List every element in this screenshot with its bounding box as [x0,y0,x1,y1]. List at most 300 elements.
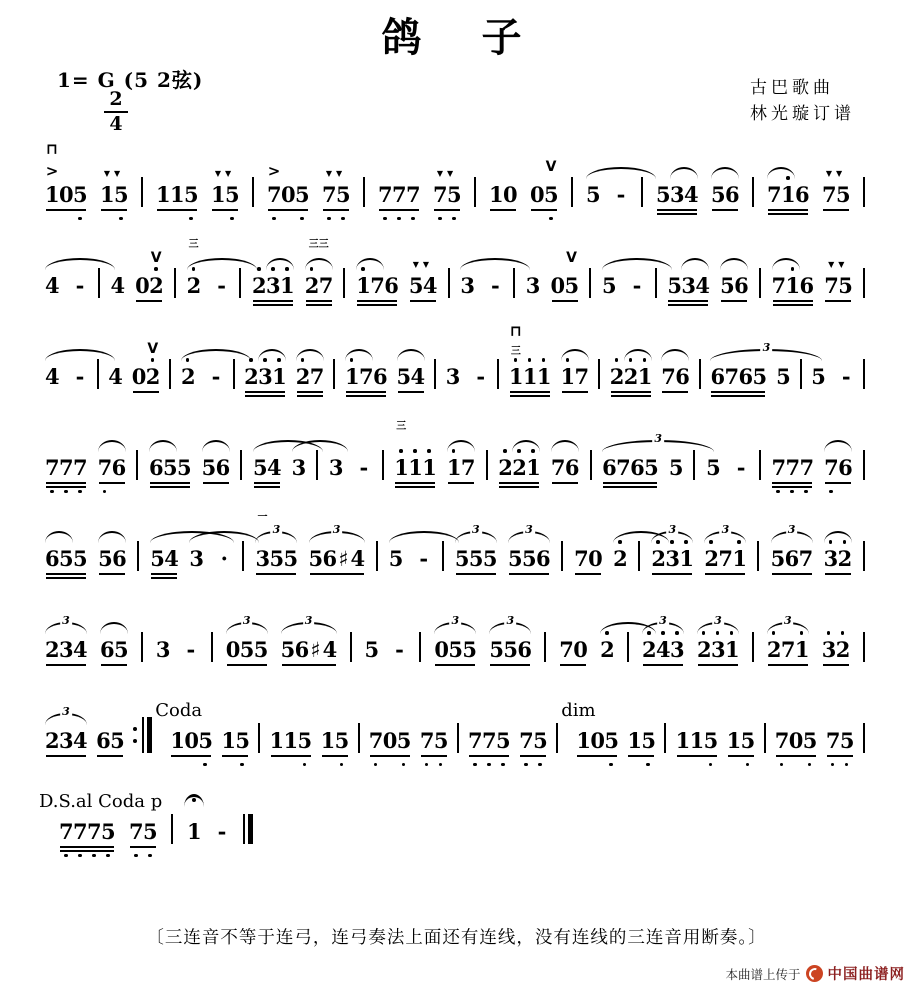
note-char: 1 [508,364,524,389]
note-group [727,728,755,753]
slur [149,440,177,452]
note-char: 5 [150,546,165,571]
note-char: 2 [304,273,320,298]
note-group [711,182,739,207]
note-char: 0 [135,273,150,298]
note-char: 6 [215,455,231,480]
note-group [656,182,698,207]
note-group [627,728,655,753]
note-char: 1 [526,455,541,480]
triplet-number: 3 [272,523,281,536]
staccato-arrow-icons: ▼▼ [325,169,347,178]
note-char: 2 [623,364,639,389]
credit-composer: 古巴歌曲 [750,78,834,98]
octave-dot-below [746,763,750,767]
octave-dot-below [411,217,415,221]
note-group [296,364,324,389]
octave-dot-below [103,490,107,494]
note-char: 5 [253,637,269,662]
barline [376,541,378,571]
octave-dot-below [804,490,808,494]
note-char: 2 [613,546,628,571]
note-char: 2 [600,637,615,662]
note-group [610,364,652,389]
slur [447,440,475,452]
system-line-6 [45,597,865,688]
note-group [433,169,462,207]
octave-dot-below [538,763,542,767]
beam-underline [552,300,578,302]
octave-dot-above [427,449,431,453]
note-group [667,273,709,298]
beam-underline [721,300,747,302]
beam-underline [510,395,550,397]
note-char: 4 [110,273,126,298]
note-group [602,432,662,480]
note-char: 5 [482,546,498,571]
beam-underline [490,209,516,211]
note-char: 7 [392,182,407,207]
octave-dot-below [549,217,553,221]
slur [296,349,324,361]
barline [363,177,365,207]
beam-underline [245,395,285,397]
note-group [519,728,547,753]
beam-underline [254,486,280,488]
note-char: 7 [468,728,483,753]
note-char: - [616,182,626,207]
note-char: 5 [235,728,251,753]
up-bow-icon: V [545,159,557,175]
octave-dot-below [845,763,849,767]
beam-underline [768,209,808,211]
slur [642,614,684,634]
note-char: 2 [512,455,527,480]
note-char: 5 [703,728,719,753]
third-position-marks: 三三 [308,239,329,250]
beam-underline [712,209,738,211]
octave-dot-below [148,854,152,858]
note-group [187,819,229,844]
note-group [420,728,448,753]
final-barline [243,814,253,844]
note-group [526,273,540,298]
beam-underline [271,755,311,757]
triplet-number: 3 [714,614,722,627]
note-char: 7 [73,819,88,844]
note-char: 5 [503,637,518,662]
triplet-number: 3 [506,614,515,627]
note-char: 1 [627,728,643,753]
note-char: 1 [522,364,538,389]
note-char: 3 [821,637,837,662]
note-char: 1 [156,182,171,207]
barline [513,268,515,298]
note-char: 5 [73,182,88,207]
note-char: 5 [601,273,617,298]
slur [561,349,589,361]
beam-underline [421,755,447,757]
note-char: 3 [460,273,475,298]
note-char: 5 [711,182,726,207]
note-char: 5 [110,728,125,753]
note-char: 5 [668,455,684,480]
note-char: 3 [291,455,307,480]
note-char: 5 [408,273,424,298]
note-group [460,273,502,298]
note-group [110,273,124,298]
note-char: 2 [145,364,161,389]
footnote: 〔三连音不等于连弓，连弓奏法上面还有连线，没有连线的三连音用断奏。〕 [146,928,767,948]
note-group [397,364,425,389]
system-line-5 [45,506,865,597]
note-char: 5 [667,273,682,298]
beam-underline [256,573,296,575]
note-char: 0 [588,546,603,571]
note-char: 7 [767,182,782,207]
note-char: 0 [184,728,199,753]
note-group [710,341,771,389]
barline [863,450,865,480]
credits [750,76,855,127]
note-char: 6 [384,273,399,298]
beam-underline [499,482,539,484]
note-group [454,523,498,571]
beam-underline [509,573,549,575]
note-group [181,364,223,389]
note-char: 7 [771,273,787,298]
triplet-number: 3 [659,614,667,627]
beam-underline [711,391,765,393]
slur [767,614,809,634]
beam-underline [346,395,386,397]
note-char: 3 [710,637,726,662]
note-group [446,364,488,389]
barline [757,541,759,571]
note-char: - [217,819,227,844]
note-char: 6 [734,273,749,298]
note-group [369,728,411,753]
system-line-1 [45,142,865,233]
note-char: 5 [604,728,619,753]
note-char: 1 [187,819,202,844]
note-group [826,728,854,753]
thick-barline [147,717,152,753]
note-group [720,273,748,298]
barline [627,632,629,662]
slur [681,258,709,270]
note-char: 4 [45,273,60,298]
note-char: 3 [670,182,685,207]
text-label: dim [561,700,596,721]
beam-underline [827,755,853,757]
note-char: 5 [462,637,477,662]
slur [309,523,365,543]
note-char: 5 [114,182,129,207]
barline [486,450,488,480]
note-char: 2 [186,273,202,298]
site-logo-icon [806,965,823,982]
beam-underline [448,482,474,484]
note-char: 2 [696,637,712,662]
beam-underline [253,300,293,302]
barline [863,268,865,298]
note-char: 7 [59,819,74,844]
slur [651,523,693,543]
slur [512,440,540,452]
octave-dot-below [64,490,68,494]
note-char: 7 [825,728,841,753]
note-group [771,455,813,480]
note-char: 5 [740,728,756,753]
beam-underline [728,755,754,757]
barline [664,723,666,753]
note-char: 1 [320,728,336,753]
note-group [704,523,748,571]
beam-underline [773,304,813,306]
slur [98,440,126,452]
note-char: 3 [266,273,281,298]
beam-underline [398,391,424,393]
barline [434,359,436,389]
note-char: 7 [267,182,282,207]
note-char: 6 [322,546,338,571]
beam-underline [825,300,851,302]
slur [824,531,852,543]
note-char: 1 [170,728,185,753]
beam-underline [97,755,123,757]
text-label: D.S.al Coda p [39,791,163,812]
barline [863,632,865,662]
note-char: 6 [630,455,645,480]
note-group [211,169,240,207]
beam-underline [346,391,386,393]
note-char: 7 [822,182,837,207]
beam-underline [357,300,397,302]
note-char: 7 [661,364,676,389]
note-group [602,273,644,298]
system-line-7 [45,688,865,779]
beam-underline [773,300,813,302]
barline [457,723,459,753]
beam-underline [60,850,114,852]
note-char: 6 [45,546,60,571]
note-char: 5 [101,819,116,844]
beam-underline [410,300,436,302]
octave-dot-above [151,358,155,362]
note-char: 1 [446,455,462,480]
note-char: 5 [176,455,192,480]
barline [98,268,100,298]
slur [704,523,746,543]
slur [624,349,652,361]
octave-dot-above [528,358,532,362]
beam-underline [611,395,651,397]
beam-underline [136,300,162,302]
note-char: 6 [517,637,532,662]
note-group [766,614,810,662]
note-group [770,523,814,571]
note-group [170,728,212,753]
beam-underline [628,755,654,757]
octave-dot-below [78,854,82,858]
beam-underline [99,573,125,575]
octave-dot-below [272,217,276,221]
note-char: 1 [726,728,742,753]
note-char: 5 [656,182,671,207]
barline [333,359,335,389]
beam-underline [772,486,812,488]
note-char: 4 [322,637,338,662]
slur [602,258,672,270]
octave-dot-below [203,763,207,767]
slur [771,523,813,543]
staccato-arrow-icons: ▼▼ [412,260,434,269]
octave-dot-below [473,763,477,767]
note-char: 3 [823,546,839,571]
note-char: 7 [771,455,787,480]
note-char: - [75,273,85,298]
barline [561,541,563,571]
note-group [561,364,589,389]
system-line-3 [45,324,865,415]
note-char: 6 [838,455,853,480]
system-line-2 [45,233,865,324]
note-group [108,364,122,389]
octave-dot-below [790,490,794,494]
note-char: 5 [448,637,463,662]
barline [863,723,865,753]
octave-dot-below [341,217,345,221]
note-char: 2 [704,546,720,571]
slur [98,531,126,543]
slur [772,258,800,270]
barline [699,359,701,389]
barline [759,450,761,480]
beam-underline [395,486,435,488]
note-char: 6 [111,455,127,480]
note-group [811,364,853,389]
note-char: 3 [258,364,273,389]
up-bow-icon: V [566,250,577,266]
note-char: 7 [519,728,534,753]
note-char: 1 [489,182,504,207]
triplet-number: 3 [304,614,313,627]
note-group [189,546,231,571]
barline [571,177,573,207]
note-char: 5 [521,546,537,571]
barline [171,814,173,844]
octave-dot-below [487,763,491,767]
note-group [389,546,431,571]
beam-underline [46,664,86,666]
octave-dot-below [524,763,528,767]
octave-dot-below [189,217,193,221]
barline [233,359,235,389]
staccato-arrow-icons: ▼▼ [828,260,849,269]
note-char: 7 [785,455,801,480]
note-char: 4 [266,455,282,480]
note-char: 5 [198,728,213,753]
barline [448,268,450,298]
barline [169,359,171,389]
beam-underline [823,209,849,211]
slur [697,614,739,634]
octave-dot-below [829,490,833,494]
note-char: 0 [573,637,588,662]
note-char: 5 [59,546,74,571]
beam-underline [575,573,601,575]
note-char: 5 [468,546,484,571]
note-char: 5 [201,455,217,480]
barline [863,541,865,571]
note-char: 4 [164,546,179,571]
note-char: 5 [454,546,470,571]
triplet-number: 3 [787,523,796,536]
note-char: 3 [59,637,74,662]
octave-dot-below [452,217,456,221]
slur [345,349,373,361]
beam-underline [306,304,332,306]
note-char: 7 [322,182,337,207]
beam-underline [268,209,308,211]
note-char: 5 [225,182,240,207]
note-char: 5 [802,728,818,753]
note-group [498,455,540,480]
slur [45,531,73,543]
beam-underline [698,664,738,666]
note-char: 5 [269,546,285,571]
staccato-arrow-icons: ▼▼ [214,169,236,178]
beam-underline [99,482,125,484]
note-char: 0 [382,728,398,753]
beam-underline [456,573,496,575]
beam-underline [60,846,114,848]
note-char: 2 [609,364,625,389]
note-char: 0 [225,637,241,662]
note-group [822,169,851,207]
music-systems [39,140,865,870]
note-group [45,546,87,571]
note-group [280,614,338,662]
beam-underline [776,755,816,757]
note-char: 1 [679,546,694,571]
note-char: 5 [644,455,659,480]
note-char: 1 [272,364,287,389]
note-char: 5 [544,182,559,207]
note-char: 7 [774,728,790,753]
barline [136,450,138,480]
barline [382,450,384,480]
note-group [651,523,694,571]
note-char: 5 [336,182,351,207]
beam-underline [823,664,849,666]
note-char: 6 [535,546,551,571]
octave-dot-below [119,217,123,221]
beam-underline [379,209,419,211]
note-char: 5 [184,182,199,207]
beam-underline [157,209,197,211]
note-group [434,614,477,662]
octave-dot-below [240,763,244,767]
triplet-number: 3 [668,523,677,536]
down-bow-icon: ⊓ [46,140,58,158]
note-char: 7 [406,182,421,207]
note-group [225,614,269,662]
note-char: · [220,546,228,571]
note-char: 2 [180,364,196,389]
octave-dot-below [439,763,443,767]
